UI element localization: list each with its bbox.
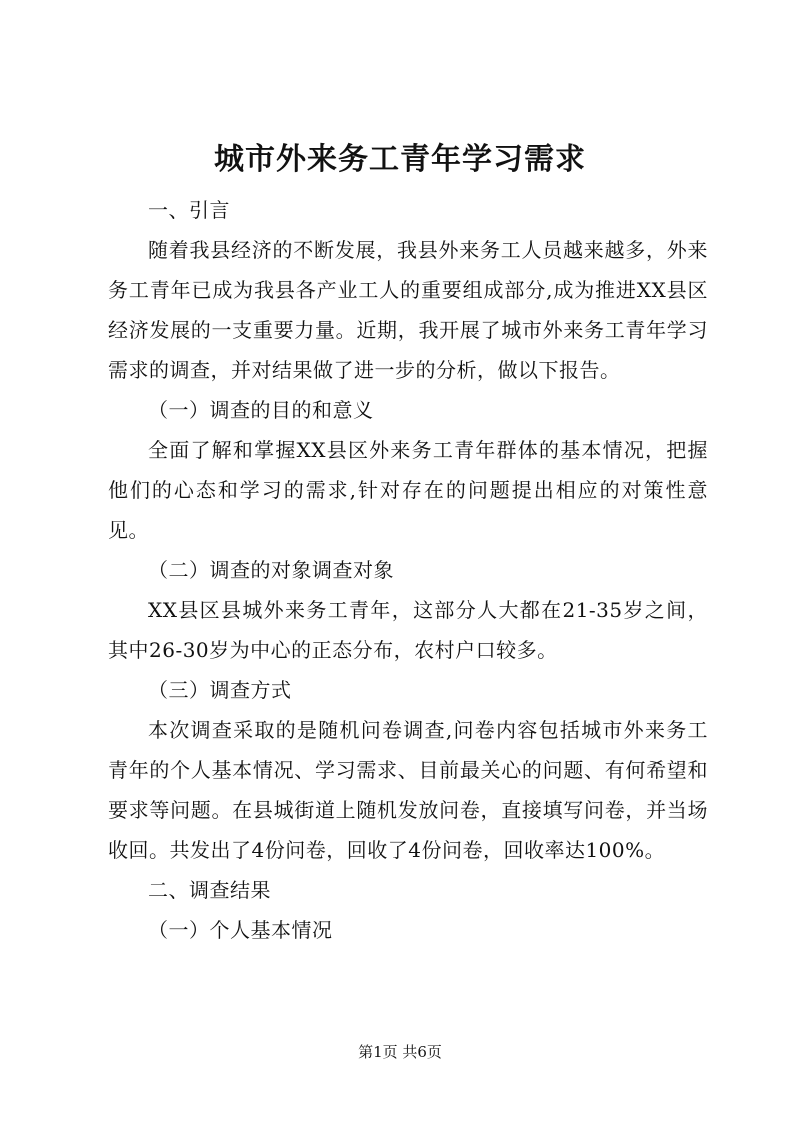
document-body bbox=[108, 190, 708, 950]
subsection-heading-purpose: （一）调查的目的和意义 bbox=[148, 398, 374, 422]
document-title: 城市外来务工青年学习需求 bbox=[214, 142, 586, 177]
subsection-heading-subjects: （二）调查的对象调查对象 bbox=[148, 558, 394, 582]
paragraph-subjects: XX县区县城外来务工青年，这部分人大都在21-35岁之间，其中26-30岁为中心的正态分布，农村户口较多。 bbox=[108, 598, 708, 662]
section-heading-introduction: 一、引言 bbox=[148, 198, 230, 222]
paragraph-method: 本次调查采取的是随机问卷调查,问卷内容包括城市外来务工青年的个人基本情况、学习需求、目前最关心的问题、有何希望和要求等问题。在县城街道上随机发放问卷，直接填写问卷，并当场收回。共发出了4份问卷，回收了4份问卷，回收率达100%。 bbox=[108, 718, 708, 862]
subsection-heading-method: （三）调查方式 bbox=[148, 678, 292, 702]
paragraph-purpose: 全面了解和掌握XX县区外来务工青年群体的基本情况，把握他们的心态和学习的需求,针对存在的问题提出相应的对策性意见。 bbox=[108, 438, 708, 542]
subsection-heading-personal-info: （一）个人基本情况 bbox=[148, 918, 333, 942]
section-heading-results: 二、调查结果 bbox=[148, 878, 271, 902]
paragraph-introduction: 随着我县经济的不断发展，我县外来务工人员越来越多，外来务工青年已成为我县各产业工人的重要组成部分,成为推进XX县区经济发展的一支重要力量。近期，我开展了城市外来务工青年学习需求的调查，并对结果做了进一步的分析，做以下报告。 bbox=[108, 238, 708, 382]
page-footer: 第1页 共6页 bbox=[358, 1043, 442, 1061]
